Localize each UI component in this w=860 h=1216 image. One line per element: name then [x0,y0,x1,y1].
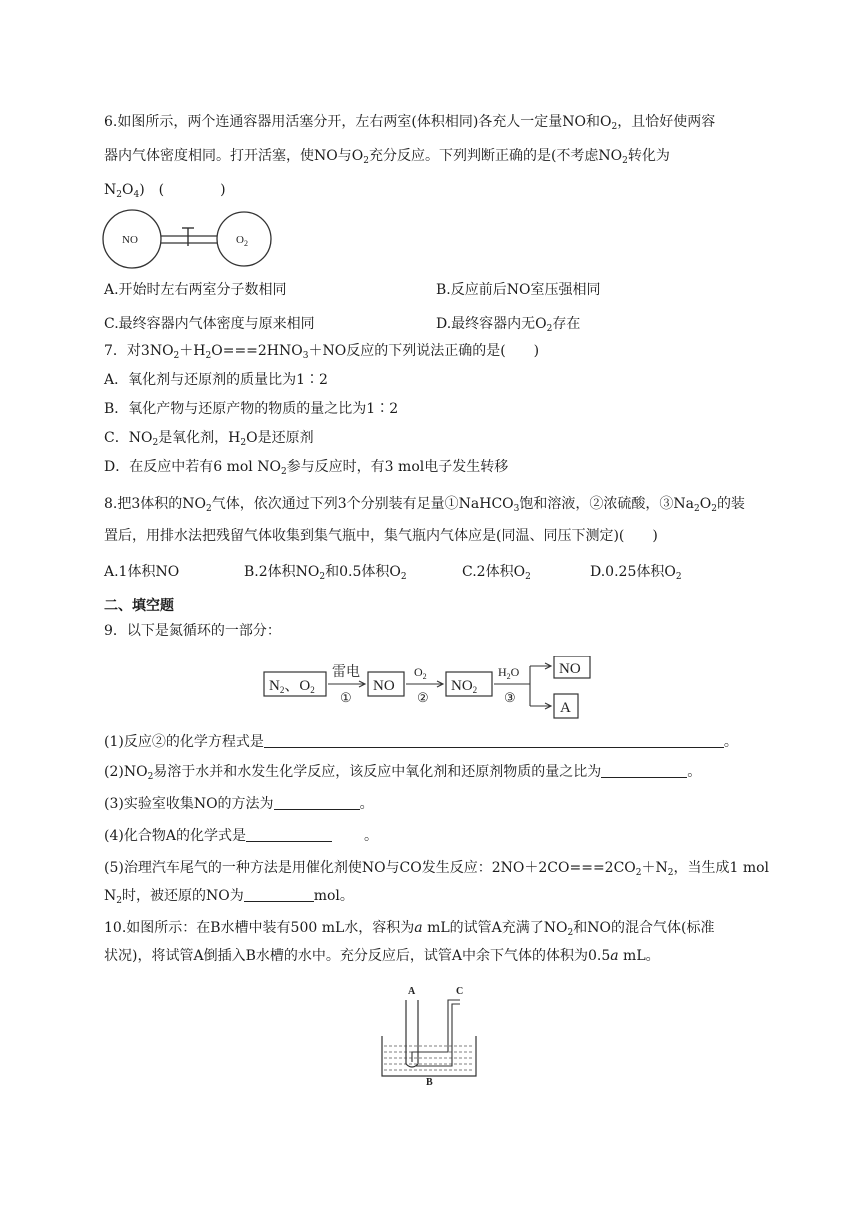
subscript: 2 [635,868,642,878]
q8-text: 的装 [716,496,745,512]
q8-text: 气体，依次通过下列3个分别装有足量①NaHCO [211,496,514,512]
q8-text: O [699,496,712,512]
q9-part3 [104,794,374,814]
q7-text: ＋NO反应的下列说法正确的是( ) [308,343,540,359]
q8-option-b [244,562,407,582]
q6-text: 6.如图所示，两个连通容器用活塞分开，左右两室(体积相同)各充人一定量NO和O [104,114,612,130]
subscript: 2 [675,572,682,582]
q8-text: 和0.5体积O [325,564,401,580]
q6-connected-vessels-figure [102,206,274,272]
subscript: 2 [546,324,553,334]
q8-stem-line1 [104,494,745,514]
q9-text: (4)化合物A的化学式是 [104,828,246,844]
tube-c [412,1000,460,1062]
q7-text: C．NO [104,430,153,446]
q7-option-a: A．氧化剂与还原剂的质量比为1∶2 [104,372,328,388]
answer-blank-4[interactable] [246,827,332,842]
right-label: $O_2$ [236,234,248,248]
q7-option-b: B．氧化产物与还原产物的物质的量之比为1∶2 [104,401,399,417]
q9-part4 [104,826,378,846]
q6-option-b: B.反应前后NO室压强相同 [436,282,601,298]
box-no2-label: $NO_2$ [451,678,478,695]
label-a: A [408,986,416,997]
subscript: 3 [302,351,309,361]
subscript: 3 [513,504,520,514]
q9-part1 [104,732,738,752]
subscript: 2 [173,351,180,361]
answer-blank-5[interactable] [244,887,314,902]
q7-text: ＋H [179,343,206,359]
subscript: 2 [611,122,618,132]
q9-part5-line1 [104,858,769,878]
q6-option-d [436,314,580,334]
q9-text: ＋N [641,860,668,876]
q9-text: (5)治理汽车尾气的一种方法是用催化剂使NO与CO发生反应：2NO＋2CO===2CO [104,860,636,876]
q9-text: 。 [723,734,738,750]
subscript: 2 [206,504,212,514]
subscript: 2 [240,438,247,448]
box-no-product-label: NO [559,661,581,677]
arrow-1-bottom: ① [340,690,352,705]
q6-text: 充分反应。下列判断正确的是(不考虑NO [368,148,623,164]
arrow-3-top: $H_2O$ [498,665,520,681]
box-n2-o2-label: $N_2$、$O_2$ [269,678,315,695]
box-a-label: A [560,700,571,716]
arrow-1-top: 雷电 [332,665,360,680]
arrow-2-top: $O_2$ [414,665,427,681]
section-title: 二、填空题 [104,598,174,614]
q7-stem [104,341,539,361]
q6-option-c: C.最终容器内气体密度与原来相同 [104,316,315,332]
q9-text: 易溶于水并和水发生化学反应，该反应中氧化剂和还原剂物质的量之比为 [153,764,602,780]
subscript: 2 [319,572,326,582]
subscript: 2 [400,572,407,582]
q6-stem-line3 [104,180,226,200]
q6-text: O [121,182,134,198]
q8-stem-line2: 置后，用排水法把残留气体收集到集气瓶中，集气瓶内气体应是(同温、同压下测定)( ) [104,528,658,544]
arrow-2-bottom: ② [417,690,429,705]
subscript: 2 [622,156,628,166]
subscript: 2 [205,351,212,361]
q8-option-d [590,562,682,582]
q8-option-c [462,562,531,582]
q10-text: 状况)，将试管A倒插入B水槽的水中。充分反应后，试管A中余下气体的体积为0.5 [104,948,611,964]
subscript: 2 [667,868,674,878]
q6-text: 存在 [552,316,581,332]
q9-text: (1)反应②的化学方程式是 [104,734,264,750]
variable-a: a [610,948,619,964]
q6-text: ) ( ) [139,182,226,198]
q8-text: 饱和溶液，②浓硫酸，③Na [519,496,694,512]
q6-text: 器内气体密度相同。打开活塞，使NO与O [104,148,364,164]
q9-stem: 9．以下是氮循环的一部分： [104,623,281,639]
subscript: 2 [363,156,369,166]
subscript: 2 [116,896,122,906]
q10-water-trough-figure [376,986,484,1086]
q10-text: mL的试管A充满了NO [422,920,568,936]
q9-text: (3)实验室收集NO的方法为 [104,796,274,812]
q9-text: 。 [359,796,374,812]
q9-text: 时，被还原的NO为 [121,888,244,904]
q6-option-a: A.开始时左右两室分子数相同 [104,282,287,298]
q9-part2 [104,762,701,782]
q9-part5-line2 [104,886,354,906]
q9-text: mol。 [313,888,354,904]
q8-text: D.0.25体积O [590,564,676,580]
q7-option-c [104,428,314,448]
q7-text: D．在反应中若有6 mol NO [104,459,281,475]
arrow-3-bottom: ③ [504,690,516,705]
q9-text: 。 [687,764,702,780]
q6-stem-line2 [104,146,670,166]
left-label: NO [122,234,138,246]
q7-text: 参与反应时，有3 mol电子发生转移 [286,459,509,475]
subscript: 2 [152,438,159,448]
q9-text: (2)NO [104,764,148,780]
q8-text: 8.把3体积的NO [104,496,206,512]
subscript: 2 [525,572,531,582]
q6-text: 转化为 [627,148,670,164]
q6-stem-line1 [104,112,715,132]
q6-text: N [104,182,117,198]
q7-text: 是氧化剂，H [158,430,241,446]
subscript: 2 [116,190,122,200]
q10-stem-line2 [104,946,660,966]
q10-stem-line1 [104,918,714,938]
q6-text: D.最终容器内无O [436,316,547,332]
answer-blank-2[interactable] [601,763,687,778]
answer-blank-3[interactable] [274,795,360,810]
subscript: 2 [147,772,154,782]
subscript: 2 [280,467,287,477]
label-c: C [456,986,464,997]
q10-text: 和NO的混合气体(标准 [573,920,715,936]
q9-text: 。 [363,828,378,844]
q9-nitrogen-cycle-diagram [262,656,602,720]
q7-text: O是还原剂 [246,430,314,446]
q9-text: ，当生成1 mol [673,860,770,876]
subscript: 2 [567,928,574,938]
q7-text: O===2HNO [211,343,303,359]
subscript: 4 [133,190,140,200]
q7-option-d [104,457,508,477]
box-no-label: NO [373,678,395,694]
q6-text: ，且恰好使两容 [617,114,716,130]
subscript: 2 [693,504,700,514]
q10-text: mL。 [618,948,660,964]
variable-a: a [414,920,423,936]
answer-blank-1[interactable] [264,733,724,748]
q8-text: C.2体积O [462,564,526,580]
q7-text: 7．对3NO [104,343,174,359]
subscript: 2 [711,504,717,514]
q8-option-a: A.1体积NO [104,564,180,580]
label-b: B [426,1077,433,1086]
q10-text: 10.如图所示：在B水槽中装有500 mL水，容积为 [104,920,415,936]
q9-text: N [104,888,117,904]
q8-text: B.2体积NO [244,564,320,580]
